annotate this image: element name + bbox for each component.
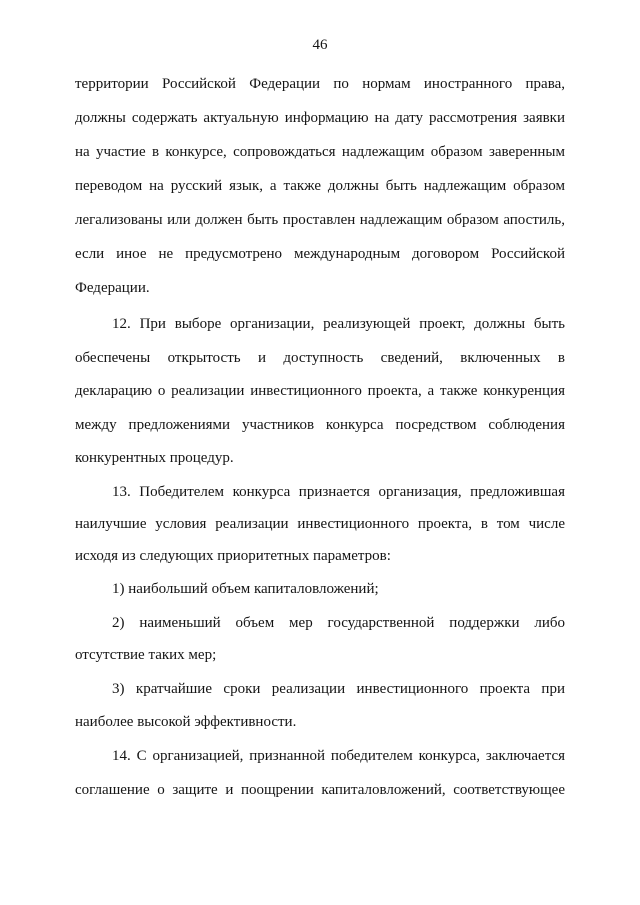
text-line: 13. Победителем конкурса признается организация, предложившая — [112, 484, 565, 500]
text-line: 1) наибольший объем капиталовложений; — [112, 581, 379, 597]
text-line: 14. С организацией, признанной победителем конкурса, заключается — [112, 748, 565, 764]
text-line: отсутствие таких мер; — [75, 647, 217, 663]
text-line: Федерации. — [75, 280, 150, 296]
text-line: декларацию о реализации инвестиционного проекта, а также конкуренция — [75, 383, 565, 399]
text-line: конкурентных процедур. — [75, 450, 234, 466]
text-line: между предложениями участников конкурса посредством соблюдения — [75, 417, 565, 433]
text-line: исходя из следующих приоритетных параметров: — [75, 548, 391, 564]
text-line: наиболее высокой эффективности. — [75, 714, 297, 730]
text-line: соглашение о защите и поощрении капиталовложений, соответствующее — [75, 782, 565, 798]
text-line: переводом на русский язык, а также должны быть надлежащим образом — [75, 178, 565, 194]
text-line: должны содержать актуальную информацию на дату рассмотрения заявки — [75, 110, 565, 126]
text-line: на участие в конкурсе, сопровождаться надлежащим образом заверенным — [75, 144, 565, 160]
text-line: легализованы или должен быть проставлен надлежащим образом апостиль, — [75, 212, 565, 228]
text-line: если иное не предусмотрено международным договором Российской — [75, 246, 565, 262]
text-line: территории Российской Федерации по нормам иностранного права, — [75, 76, 565, 92]
text-line: 12. При выборе организации, реализующей проект, должны быть — [112, 316, 565, 332]
text-line: 3) кратчайшие сроки реализации инвестиционного проекта при — [112, 681, 565, 697]
text-line: наилучшие условия реализации инвестиционного проекта, в том числе — [75, 516, 565, 532]
page-number: 46 — [312, 37, 328, 53]
text-line: 2) наименьший объем мер государственной поддержки либо — [112, 615, 565, 631]
text-line: обеспечены открытость и доступность сведений, включенных в — [75, 350, 565, 366]
